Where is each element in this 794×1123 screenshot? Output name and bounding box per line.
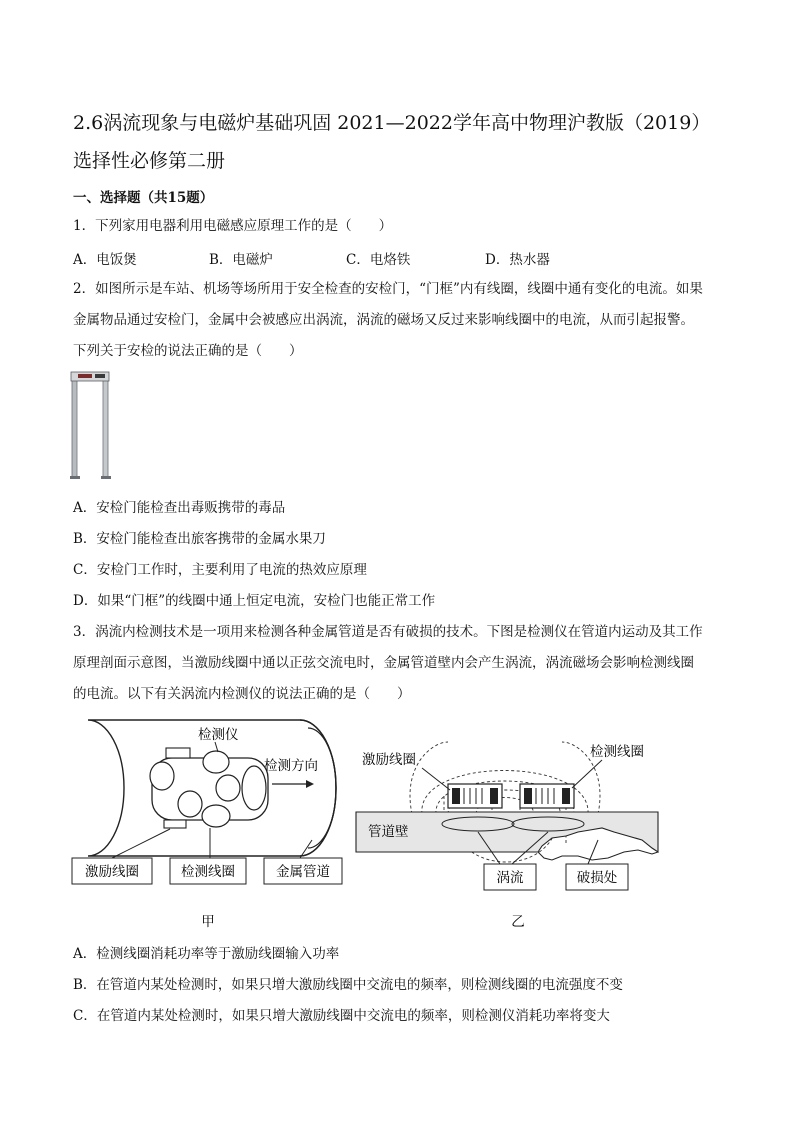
label-pipe-wall: 管道壁	[368, 824, 409, 840]
q2-option-b: B．安检门能检查出旅客携带的金属水果刀	[73, 531, 326, 547]
title-line-2: 选择性必修第二册	[73, 150, 226, 172]
question-3-stem-line: 的电流。以下有关涡流内检测仪的说法正确的是（ ）	[73, 686, 411, 702]
figure-jia-pipe-detector	[70, 712, 360, 932]
q1-option-d: D．热水器	[485, 252, 550, 268]
figure-yi-cross-section	[352, 736, 668, 932]
document-title	[73, 104, 733, 180]
section-heading: 一、选择题（共15题）	[73, 190, 214, 206]
question-1-stem: 1．下列家用电器利用电磁感应原理工作的是（ ）	[73, 218, 393, 234]
label-direction: 检测方向	[264, 758, 318, 774]
box-excite-coil: 激励线圈	[85, 864, 139, 880]
label-detect-coil: 检测线圈	[590, 744, 644, 760]
question-2-stem-line: 金属物品通过安检门，金属中会被感应出涡流，涡流的磁场又反过来影响线圈中的电流，从而引起报警。	[73, 312, 694, 328]
question-3-stem-line: 3．涡流内检测技术是一项用来检测各种金属管道是否有破损的技术。下图是检测仪在管道内运动及其工作	[73, 624, 703, 640]
label-detector: 检测仪	[198, 727, 239, 743]
q2-option-d: D．如果“门框”的线圈中通上恒定电流，安检门也能正常工作	[73, 593, 436, 609]
caption-yi: 乙	[511, 914, 525, 930]
q1-option-c: C．电烙铁	[346, 252, 411, 268]
security-gate-image	[70, 370, 112, 482]
q2-option-c: C．安检门工作时，主要利用了电流的热效应原理	[73, 562, 367, 578]
q1-option-a: A．电饭煲	[73, 252, 137, 268]
title-line-1: 2.6涡流现象与电磁炉基础巩固 2021—2022学年高中物理沪教版（2019）	[73, 112, 711, 134]
question-2-stem-line: 下列关于安检的说法正确的是（ ）	[73, 343, 303, 359]
question-3-stem-line: 原理剖面示意图，当激励线圈中通以正弦交流电时，金属管道壁内会产生涡流，涡流磁场会影响检测线圈	[73, 655, 694, 671]
question-2-stem-line: 2．如图所示是车站、机场等场所用于安全检查的安检门，“门框”内有线圈，线圈中通有变化的电流。如果	[73, 281, 703, 297]
label-excite-coil: 激励线圈	[362, 752, 416, 768]
q2-option-a: A．安检门能检查出毒贩携带的毒品	[73, 500, 286, 516]
q1-option-b: B．电磁炉	[209, 252, 273, 268]
q3-option-c: C．在管道内某处检测时，如果只增大激励线圈中交流电的频率，则检测仪消耗功率将变大	[73, 1008, 610, 1024]
q3-option-b: B．在管道内某处检测时，如果只增大激励线圈中交流电的频率，则检测线圈的电流强度不变	[73, 977, 623, 993]
box-metal-pipe: 金属管道	[276, 864, 330, 880]
box-damage: 破损处	[576, 870, 618, 886]
q3-option-a: A．检测线圈消耗功率等于激励线圈输入功率	[73, 946, 340, 962]
caption-jia: 甲	[201, 914, 215, 930]
box-detect-coil: 检测线圈	[181, 864, 235, 880]
box-eddy: 涡流	[496, 870, 524, 886]
